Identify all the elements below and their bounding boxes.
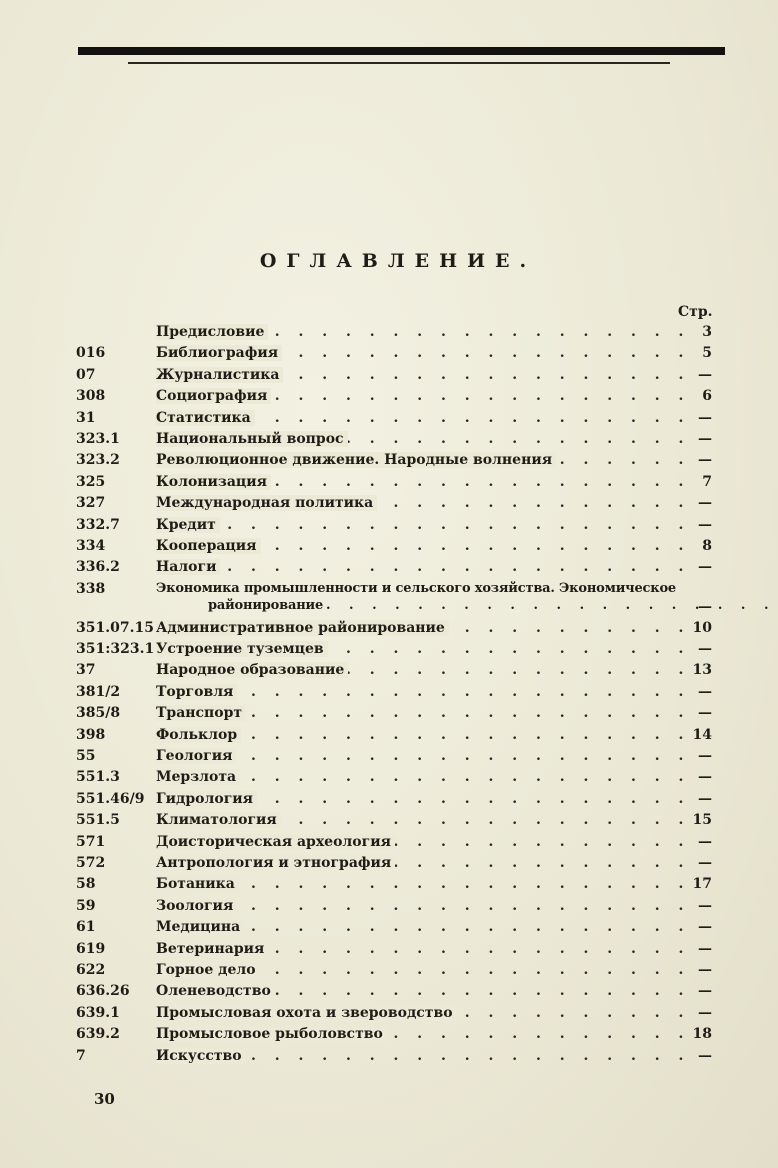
- toc-code: 636.26: [76, 983, 130, 1000]
- toc-title: Кредит: [156, 517, 220, 533]
- toc-page-number: 6: [702, 388, 712, 405]
- toc-row: [0, 365, 778, 386]
- toc-code: 7: [76, 1047, 86, 1064]
- toc-row: [0, 682, 778, 703]
- toc-title: Ветеринария: [156, 941, 268, 957]
- toc-entry: [156, 876, 688, 892]
- toc-page-number: 13: [692, 662, 712, 679]
- toc-page-number: 15: [692, 812, 712, 829]
- toc-row: [0, 725, 778, 746]
- toc-row: [0, 429, 778, 450]
- toc-entry: [156, 919, 688, 935]
- toc-entry: [156, 452, 688, 468]
- toc-entry: [156, 1048, 688, 1064]
- toc-title: Устроение туземцев: [156, 641, 328, 657]
- toc-code: 31: [76, 409, 96, 426]
- toc-row: [0, 639, 778, 660]
- toc-title: Торговля: [156, 684, 237, 700]
- toc-title: Социография: [156, 388, 271, 404]
- toc-page-number: 7: [702, 473, 712, 490]
- toc-row: [0, 493, 778, 514]
- toc-page-number: —: [698, 790, 712, 807]
- toc-row: [0, 343, 778, 364]
- toc-code: 639.2: [76, 1026, 120, 1043]
- toc-row: [0, 1024, 778, 1045]
- toc-row: [0, 703, 778, 724]
- toc-entry: [156, 684, 688, 700]
- toc-page-number: —: [698, 854, 712, 871]
- toc-page-number: —: [698, 559, 712, 576]
- toc-entry: [156, 388, 688, 404]
- toc-page-number: —: [698, 833, 712, 850]
- page-number: 30: [94, 1090, 115, 1108]
- toc-entry: [156, 855, 688, 871]
- toc-title: Налоги: [156, 559, 220, 575]
- toc-page-number: —: [698, 430, 712, 447]
- table-of-contents: [0, 322, 778, 1067]
- toc-code: 58: [76, 876, 96, 893]
- toc-code: 336.2: [76, 559, 120, 576]
- toc-title: Антропология и этнография: [156, 855, 395, 871]
- toc-code: 571: [76, 833, 106, 850]
- toc-entry: [156, 367, 688, 383]
- toc-code: 37: [76, 662, 96, 679]
- toc-entry: [156, 559, 688, 575]
- toc-page-number: —: [698, 366, 712, 383]
- toc-page-number: —: [698, 961, 712, 978]
- toc-code: 334: [76, 537, 106, 554]
- toc-title: Административное районирование: [156, 620, 449, 636]
- toc-row: [0, 450, 778, 471]
- toc-entry: [156, 495, 688, 511]
- toc-row: [0, 746, 778, 767]
- toc-row: [0, 1003, 778, 1024]
- toc-entry: [156, 1026, 688, 1042]
- toc-page-number: 18: [692, 1026, 712, 1043]
- toc-title: Горное дело: [156, 962, 260, 978]
- toc-entry: [156, 620, 688, 636]
- toc-title: Медицина: [156, 919, 244, 935]
- toc-page-number: —: [698, 1047, 712, 1064]
- toc-entry: [156, 769, 688, 785]
- header-rule-thin: [128, 62, 670, 64]
- toc-code: 619: [76, 940, 106, 957]
- toc-page-number: —: [698, 516, 712, 533]
- toc-row: [0, 579, 778, 618]
- toc-row: [0, 660, 778, 681]
- toc-entry: [156, 410, 688, 426]
- toc-page-number: 5: [702, 345, 712, 362]
- toc-page-number: —: [698, 940, 712, 957]
- toc-entry: [156, 345, 688, 361]
- toc-row: [0, 767, 778, 788]
- toc-title: Климатология: [156, 812, 281, 828]
- toc-entry: [156, 834, 688, 850]
- toc-entry: [156, 898, 688, 914]
- toc-code: 327: [76, 495, 106, 512]
- toc-code: 551.3: [76, 769, 120, 786]
- toc-entry: [156, 727, 688, 743]
- toc-entry: [156, 705, 688, 721]
- toc-title: Колонизация: [156, 474, 271, 490]
- toc-title: Национальный вопрос: [156, 431, 348, 447]
- toc-row: [0, 557, 778, 578]
- toc-title: Оленеводство: [156, 983, 275, 999]
- toc-title: Гидрология: [156, 791, 257, 807]
- page-title: ОГЛАВЛЕНИЕ.: [259, 250, 537, 272]
- toc-code: 338: [76, 580, 106, 597]
- toc-code: 622: [76, 961, 106, 978]
- toc-page-number: —: [698, 983, 712, 1000]
- toc-row: [0, 939, 778, 960]
- toc-code: 61: [76, 919, 96, 936]
- toc-entry: [156, 581, 688, 613]
- toc-code: 351:323.1: [76, 641, 155, 658]
- toc-row: [0, 1046, 778, 1067]
- toc-row: [0, 960, 778, 981]
- toc-page-number: —: [698, 452, 712, 469]
- toc-code: 332.7: [76, 516, 120, 533]
- toc-entry: [156, 962, 688, 978]
- toc-code: 55: [76, 748, 96, 765]
- toc-page-number: 8: [702, 537, 712, 554]
- toc-row: [0, 408, 778, 429]
- toc-code: 551.5: [76, 812, 120, 829]
- toc-code: 308: [76, 388, 106, 405]
- toc-title: Предисловие: [156, 324, 268, 340]
- toc-row: [0, 853, 778, 874]
- toc-code: 381/2: [76, 683, 121, 700]
- toc-entry: [156, 983, 688, 999]
- toc-code: 398: [76, 726, 106, 743]
- toc-title: Доисторическая археология: [156, 834, 395, 850]
- toc-row: [0, 515, 778, 536]
- toc-page-number: 3: [702, 324, 712, 340]
- toc-row: [0, 618, 778, 639]
- toc-row: [0, 832, 778, 853]
- toc-page-number: —: [698, 897, 712, 914]
- toc-title: Зоология: [156, 898, 237, 914]
- toc-page-number: —: [698, 409, 712, 426]
- toc-title: Транспорт: [156, 705, 246, 721]
- toc-page-number: 17: [692, 876, 712, 893]
- toc-code: 016: [76, 345, 106, 362]
- toc-page-number: —: [698, 598, 712, 615]
- toc-code: 639.1: [76, 1004, 120, 1021]
- toc-code: 07: [76, 366, 96, 383]
- toc-entry: [156, 431, 688, 447]
- toc-entry: [156, 641, 688, 657]
- toc-entry: [156, 748, 688, 764]
- toc-row: [0, 917, 778, 938]
- toc-entry: [156, 517, 688, 533]
- toc-entry: [156, 474, 688, 490]
- toc-page-number: 10: [692, 619, 712, 636]
- toc-title: Библиография: [156, 345, 282, 361]
- toc-title: Народное образование: [156, 662, 348, 678]
- toc-row: [0, 874, 778, 895]
- toc-page-number: —: [698, 919, 712, 936]
- toc-code: 59: [76, 897, 96, 914]
- toc-title: Геология: [156, 748, 236, 764]
- toc-entry: [156, 1005, 688, 1021]
- toc-code: 323.2: [76, 452, 120, 469]
- toc-row: [0, 981, 778, 1002]
- toc-title: Ботаника: [156, 876, 239, 892]
- toc-title-continued: районирование . . .: [156, 598, 688, 613]
- toc-title: Кооперация: [156, 538, 261, 554]
- toc-row: [0, 536, 778, 557]
- toc-entry: [156, 791, 688, 807]
- toc-page-number: —: [698, 769, 712, 786]
- toc-page-number: —: [698, 748, 712, 765]
- header-rule-thick: [78, 47, 725, 55]
- toc-code: 325: [76, 473, 106, 490]
- toc-row: [0, 322, 778, 343]
- toc-title: Революционное движение. Народные волнения: [156, 452, 556, 468]
- toc-entry: [156, 662, 688, 678]
- toc-page-number: —: [698, 495, 712, 512]
- toc-code: 323.1: [76, 430, 120, 447]
- toc-row: [0, 472, 778, 493]
- toc-title: Искусство: [156, 1048, 246, 1064]
- toc-title: Фольклор: [156, 727, 241, 743]
- toc-entry: [156, 324, 688, 340]
- toc-title: Промысловое рыболовство: [156, 1026, 387, 1042]
- toc-page-number: —: [698, 683, 712, 700]
- toc-row: [0, 896, 778, 917]
- toc-title: Мерзлота: [156, 769, 240, 785]
- toc-entry: [156, 941, 688, 957]
- toc-title: Экономика промышленности и сельского хозяйства. Экономическое: [156, 580, 676, 596]
- toc-code: 572: [76, 854, 106, 871]
- toc-title: Журналистика: [156, 367, 283, 383]
- toc-row: [0, 386, 778, 407]
- toc-title: Статистика: [156, 410, 255, 426]
- toc-title: Международная политика: [156, 495, 377, 511]
- toc-row: [0, 789, 778, 810]
- toc-entry: [156, 812, 688, 828]
- toc-entry: [156, 538, 688, 554]
- page-column-label: Стр.: [678, 304, 713, 320]
- toc-page-number: —: [698, 705, 712, 722]
- toc-page-number: 14: [692, 726, 712, 743]
- toc-code: 351.07.15: [76, 619, 154, 636]
- toc-code: 551.46/9: [76, 790, 145, 807]
- toc-title: Промысловая охота и звероводство: [156, 1005, 457, 1021]
- toc-row: [0, 810, 778, 831]
- toc-page-number: —: [698, 1004, 712, 1021]
- toc-page-number: —: [698, 641, 712, 658]
- toc-code: 385/8: [76, 705, 121, 722]
